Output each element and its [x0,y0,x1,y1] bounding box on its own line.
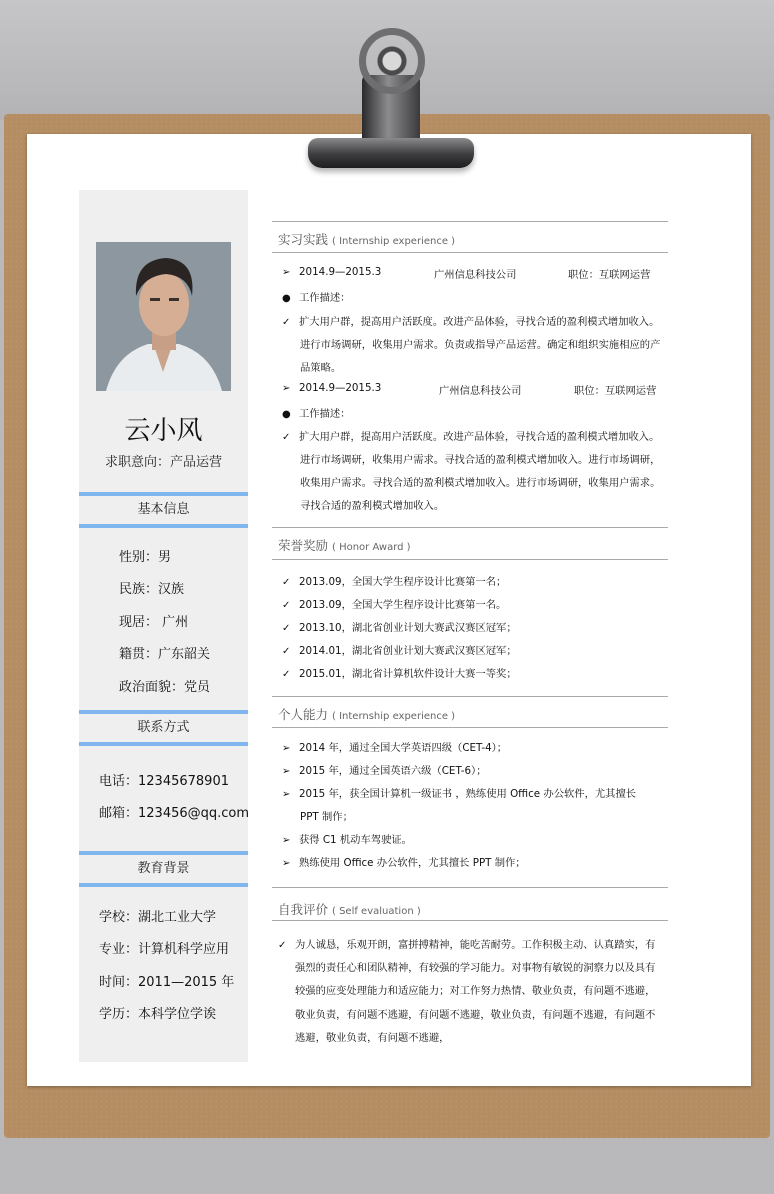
self-eval-line: 较强的应变处理能力和适应能力；对工作努力热情、敬业负责，有问题不逃避， [295,985,656,997]
section-divider [272,527,668,528]
section-divider [272,221,668,222]
skill-item: ➢ 2015 年，通过全国英语六级（CET-6）； [282,765,487,777]
binder-clip-base-icon [308,138,474,168]
honor-heading: 荣誉奖励 ( Honor Award ) [278,538,411,553]
work-desc-label: ● 工作描述： [282,292,351,304]
basic-ethnicity: 民族：汉族 [119,582,185,597]
job-1-desc-line: ✓ 扩大用户群，提高用户活跃度。改进产品体验，寻找合适的盈利模式增加收入。 [282,316,660,328]
section-divider [272,252,668,253]
job-2-desc-line: ✓ 扩大用户群，提高用户活跃度。改进产品体验，寻找合适的盈利模式增加收入。 [282,431,660,443]
section-divider [272,887,668,888]
edu-period: 时间：2011—2015 年 [99,975,235,990]
edu-major: 专业：计算机科学应用 [99,942,230,957]
self-eval-line: ✓ 为人诚恳，乐观开朗，富拼搏精神，能吃苦耐劳。工作积极主动、认真踏实，有 [278,939,656,951]
self-eval-line: 强烈的责任心和团队精神，有较强的学习能力。对事物有敏锐的洞察力以及具有 [295,962,656,974]
basic-gender: 性别：男 [119,550,172,565]
arrow-bullet-icon: ➢ [282,789,291,800]
edu-school: 学校：湖北工业大学 [99,910,217,925]
candidate-name: 云小风 [124,416,203,446]
check-icon: ✓ [278,940,287,951]
check-icon: ✓ [282,432,291,443]
job-2-desc-line: 进行市场调研，收集用户需求。寻找合适的盈利模式增加收入。进行市场调研， [300,454,661,466]
self-eval-line: 逃避，敬业负责，有问题不逃避， [295,1032,450,1044]
arrow-bullet-icon: ➢ [282,743,291,754]
job-1-desc-line: 品策略。 [300,362,342,374]
internship-job-2: ➢ 2014.9—2015.3 广州信息科技公司 职位：互联网运营 [282,382,657,397]
contact-phone: 电话：12345678901 [99,774,229,789]
edu-degree: 学历：本科学位学诶 [99,1007,217,1022]
skill-item-continued: PPT 制作； [300,811,353,823]
skill-item: ➢ 2014 年，通过全国大学英语四级（CET-4）； [282,742,508,754]
honor-item: ✓ 2013.10，湖北省创业计划大赛武汉赛区冠军； [282,622,517,634]
honor-item: ✓ 2013.09，全国大学生程序设计比赛第一名； [282,576,507,588]
basic-political: 政治面貌：党员 [119,680,211,695]
avatar [96,242,231,391]
honor-item: ✓ 2015.01，湖北省计算机软件设计大赛一等奖； [282,668,517,680]
education-heading: 教育背景 [79,851,248,887]
arrow-bullet-icon: ➢ [282,383,291,394]
check-icon: ✓ [282,577,291,588]
dot-bullet-icon: ● [282,293,291,304]
arrow-bullet-icon: ➢ [282,858,291,869]
self-eval-line: 敬业负责，有问题不逃避，有问题不逃避，敬业负责，有问题不逃避，有问题不 [295,1009,656,1021]
binder-clip-ring-icon [359,28,425,94]
check-icon: ✓ [282,317,291,328]
skill-item: ➢ 获得 C1 机动车驾驶证。 [282,834,412,846]
honor-item: ✓ 2014.01，湖北省创业计划大赛武汉赛区冠军； [282,645,517,657]
skills-heading: 个人能力 ( Internship experience ) [278,707,456,722]
dot-bullet-icon: ● [282,409,291,420]
job-2-desc-line: 寻找合适的盈利模式增加收入。 [300,500,445,512]
check-icon: ✓ [282,669,291,680]
job-intent: 求职意向：产品运营 [104,455,222,470]
arrow-bullet-icon: ➢ [282,835,291,846]
skill-item: ➢ 熟练使用 Office 办公软件，尤其擅长 PPT 制作； [282,857,526,869]
self-eval-heading: 自我评价 ( Self evaluation ) [278,902,421,917]
section-divider [272,696,668,697]
work-desc-label: ● 工作描述： [282,408,351,420]
check-icon: ✓ [282,600,291,611]
job-2-desc-line: 收集用户需求。寻找合适的盈利模式增加收入。进行市场调研，收集用户需求。 [300,477,661,489]
arrow-bullet-icon: ➢ [282,766,291,777]
check-icon: ✓ [282,646,291,657]
honor-item: ✓ 2013.09，全国大学生程序设计比赛第一名。 [282,599,507,611]
basic-residence: 现居： 广州 [119,615,189,630]
skill-item: ➢ 2015 年，获全国计算机一级证书 ，熟练使用 Office 办公软件，尤其擅长 [282,788,637,800]
section-divider [272,559,668,560]
basic-hometown: 籍贯：广东韶关 [119,647,211,662]
section-divider [272,920,668,921]
basic-info-heading: 基本信息 [79,492,248,528]
check-icon: ✓ [282,623,291,634]
contact-heading: 联系方式 [79,710,248,746]
arrow-bullet-icon: ➢ [282,267,291,278]
internship-job-1: ➢ 2014.9—2015.3 广州信息科技公司 职位：互联网运营 [282,266,651,281]
contact-email: 邮箱：123456@qq.com [99,806,250,821]
section-divider [272,727,668,728]
internship-heading: 实习实践 ( Internship experience ) [278,232,456,247]
job-1-desc-line: 进行市场调研，收集用户需求。负责或指导产品运营。确定和组织实施相应的产 [300,339,661,351]
